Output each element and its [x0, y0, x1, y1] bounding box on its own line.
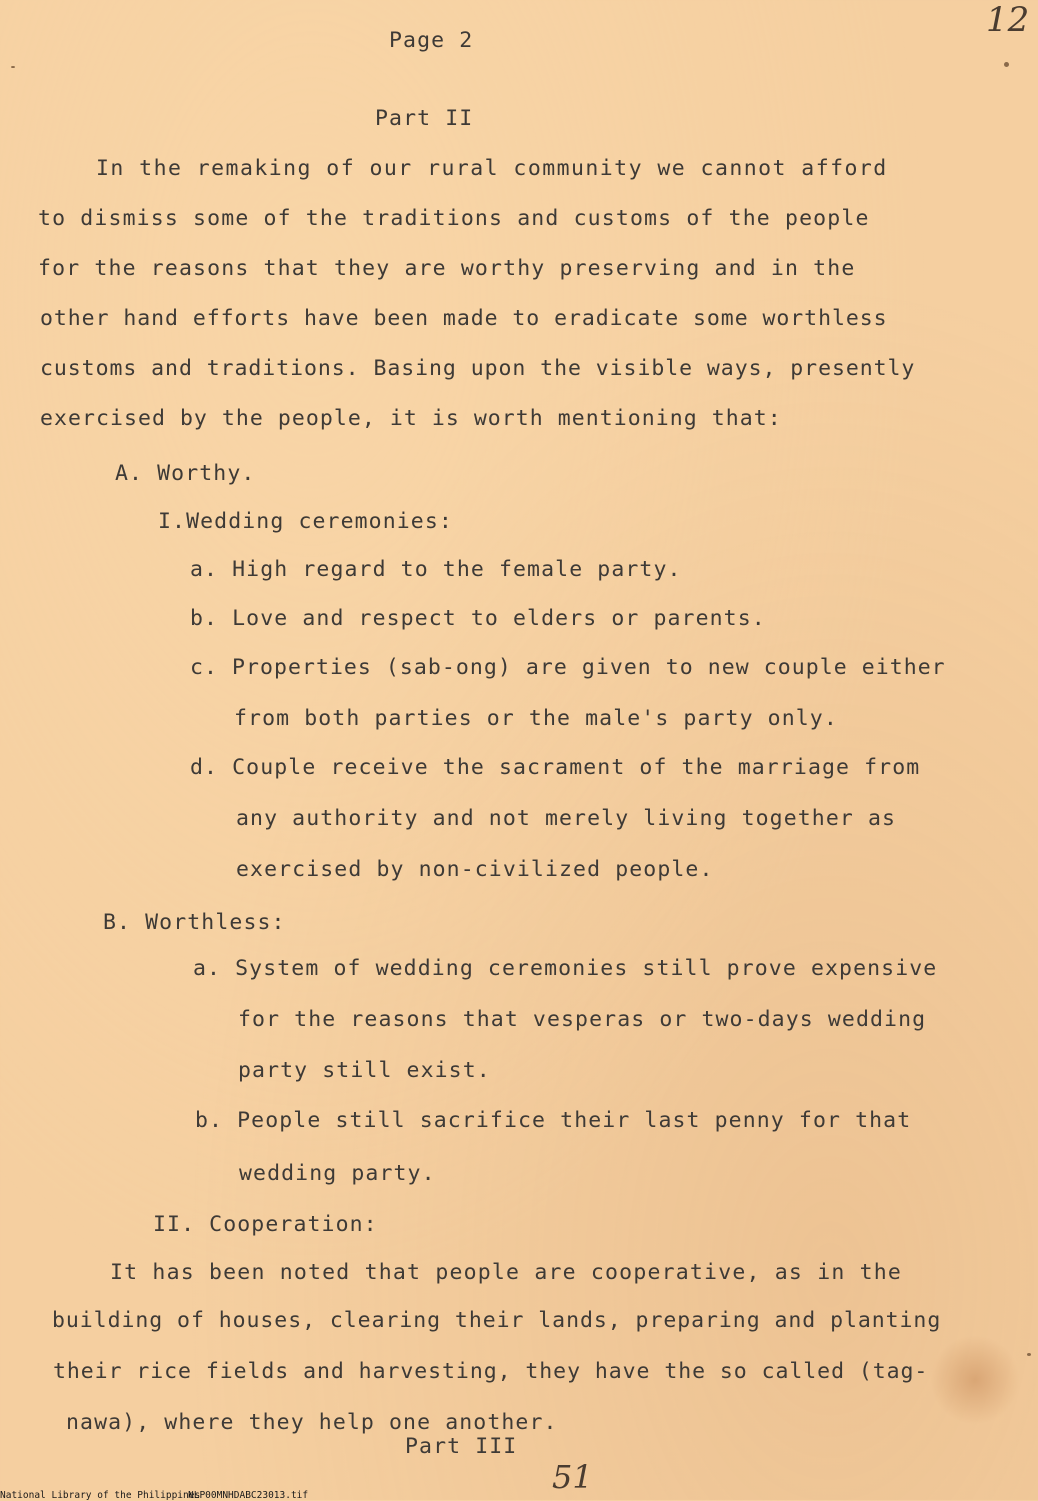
intro-line: In the remaking of our rural community we cannot afford — [96, 156, 888, 181]
section-a-item: a. High regard to the female party. — [190, 557, 682, 582]
cooperation-line: building of houses, clearing their lands, preparing and planting — [52, 1308, 942, 1333]
page-label: Page 2 — [389, 28, 474, 53]
paper-speck — [1027, 1353, 1031, 1356]
section-a-item: exercised by non-civilized people. — [236, 857, 714, 882]
footer-institution: National Library of the Philippines — [0, 1490, 201, 1501]
intro-line: to dismiss some of the traditions and customs of the people — [38, 206, 870, 231]
section-a-item: b. Love and respect to elders or parents. — [190, 606, 766, 631]
section-a-item: c. Properties (sab-ong) are given to new couple either — [190, 655, 946, 680]
part-heading: Part II — [375, 106, 474, 131]
paper-speck — [11, 66, 15, 68]
section-a-heading: A. Worthy. — [115, 461, 256, 486]
section-a-item: any authority and not merely living together as — [236, 806, 897, 831]
intro-line: for the reasons that they are worthy preserving and in the — [38, 256, 856, 281]
cooperation-line: It has been noted that people are cooperative, as in the — [110, 1260, 903, 1285]
intro-line: other hand efforts have been made to eradicate some worthless — [40, 306, 888, 331]
cooperation-line: nawa), where they help one another. — [66, 1410, 558, 1435]
cooperation-line: their rice fields and harvesting, they have the so called (tag- — [53, 1359, 929, 1384]
section-b-item: for the reasons that vesperas or two-days wedding — [238, 1007, 927, 1032]
section-b-item: b. People still sacrifice their last penny for that — [195, 1108, 912, 1133]
section-b-item: a. System of wedding ceremonies still prove expensive — [193, 956, 938, 981]
paper-speck — [1004, 62, 1009, 67]
intro-line: customs and traditions. Basing upon the visible ways, presently — [40, 356, 916, 381]
next-part-heading: Part III — [405, 1434, 518, 1459]
section-b-item: wedding party. — [239, 1161, 436, 1186]
paper-stain — [930, 1335, 1020, 1425]
footer-file-id: NLP00MNHDABC23013.tif — [188, 1490, 309, 1501]
section-b-item: party still exist. — [238, 1058, 491, 1083]
handwritten-page-number: 51 — [552, 1458, 593, 1496]
section-b-heading: B. Worthless: — [103, 910, 286, 935]
section-a-item: from both parties or the male's party only. — [234, 706, 838, 731]
section-a-subheading: I.Wedding ceremonies: — [158, 509, 453, 534]
intro-line: exercised by the people, it is worth mentioning that: — [40, 406, 782, 431]
page-mark: 12 — [986, 0, 1030, 40]
section-a-item: d. Couple receive the sacrament of the marriage from — [190, 755, 921, 780]
cooperation-heading: II. Cooperation: — [153, 1212, 378, 1237]
